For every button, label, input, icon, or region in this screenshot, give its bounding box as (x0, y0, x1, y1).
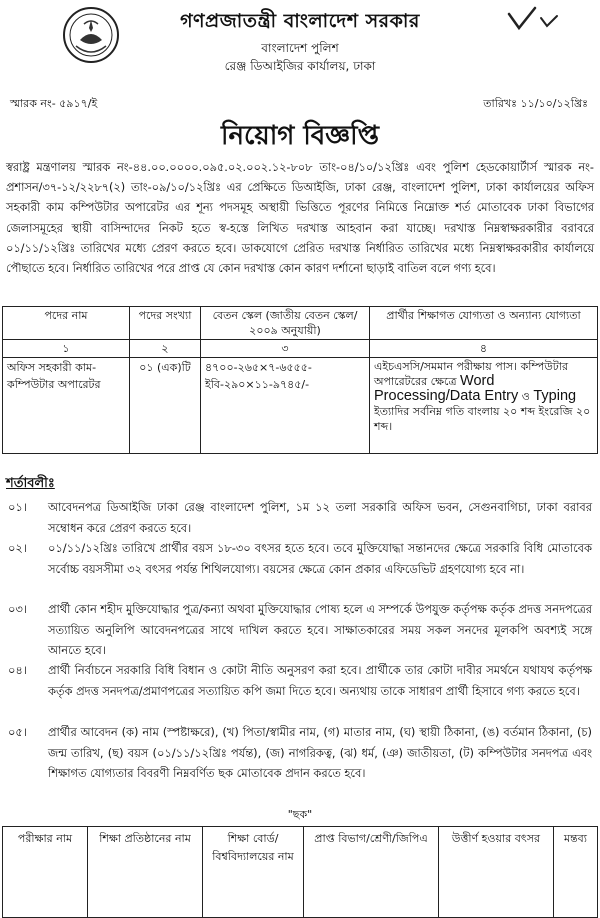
pay-scale-line: ৪৭০০-২৬৫×৭-৬৫৫৫- (205, 361, 312, 374)
format-header-exam-name: পরীক্ষার নাম (3, 827, 88, 918)
application-format-table (2, 826, 598, 918)
col-number: ৩ (201, 340, 370, 358)
condition-number: ০৪। (8, 663, 27, 677)
condition-number: ০৫। (8, 725, 27, 739)
condition-number: ০১। (8, 500, 27, 514)
post-table-row (3, 358, 598, 454)
condition-text: প্রার্থীর আবেদন (ক) নাম (স্পষ্টাক্ষরে), (খ) পিতা/স্বামীর নাম, (গ) মাতার নাম, (ঘ) স্থায়ী ঠিকানা, (ঙ) বর্তমান ঠিকানা, (চ) জন্ম তারিখ, (ছ) বয়স (০১/১১/১২খ্রিঃ পর্যন্ত), (জ) নাগরিকত্ব, (ঝ) ধর্ম, (ঞ) জাতীয়তা, (ট) কম্পিউটার সনদপত্র এবং শিক্ষাগত যোগ্যতার বিবরণী নিম্নবর্ণিত ছক মোতাবেক প্রদান করতে হবে। (48, 725, 592, 780)
header-post-name: পদের নাম (3, 307, 130, 340)
col-number: ২ (130, 340, 201, 358)
format-header-passing-year: উত্তীর্ণ হওয়ার বৎসর (439, 827, 554, 918)
condition-text: প্রার্থী নির্বাচনে সরকারি বিধি বিধান ও কোটা নীতি অনুসরণ করা হবে। প্রার্থীকে তার কোটা দাবীর সমর্থনে যথাযথ কর্তৃপক্ষ কর্তৃক প্রদত্ত সনদপত্র/প্রমাণপত্রের সত্যায়িত কপি জমা দিতে হবে। অন্যথায় তাকে সাধারণ প্রার্থী হিসাবে গণ্য করতে হবে। (48, 663, 592, 698)
format-header-row (3, 827, 598, 918)
format-header-board: শিক্ষা বোর্ড/ বিশ্ববিদ্যালয়ের নাম (203, 827, 304, 918)
qualification-skill: Word Processing/Data Entry (374, 373, 519, 404)
header-pay-scale: বেতন স্কেল (জাতীয় বেতন স্কেল/২০০৯ অনুযায়ী) (201, 307, 370, 340)
format-header-result: প্রাপ্ত বিভাগ/শ্রেণী/জিপিএ (304, 827, 439, 918)
pay-scale-line: ইবি-২৯০×১১-৯৭৪৫/- (205, 378, 310, 391)
department-name: বাংলাদেশ পুলিশ (261, 41, 339, 55)
post-name-cell: অফিস সহকারী কাম-কম্পিউটার অপারেটর (3, 358, 130, 454)
post-table-header-row (3, 307, 598, 340)
condition-number: ০২। (8, 541, 27, 555)
format-title: "ছক" (287, 808, 313, 821)
post-count-cell: ০১ (এক)টি (130, 358, 201, 454)
condition-number: ০৩। (8, 602, 27, 616)
col-number: ৪ (370, 340, 598, 358)
qualification-skill: Typing (533, 388, 577, 404)
qualification-text: এইচএসসি/সমমান পরীক্ষায় পাস। কম্পিউটার অপারেটরের ক্ষেত্রে (374, 360, 569, 388)
memo-number: স্মারক নং- ৫৯১৭/ই (10, 97, 98, 110)
qualification-cell (370, 358, 598, 454)
qualification-text: ইত্যাদির সর্বনিম্ন গতি বাংলায় ২০ শব্দ ইংরেজি ২০ শব্দ। (374, 405, 591, 433)
circular-date: তারিখঃ ১১/১০/১২খ্রিঃ (483, 97, 588, 110)
header-post-count: পদের সংখ্যা (130, 307, 201, 340)
post-table (2, 306, 598, 454)
conditions-heading: শর্তাবলীঃ (6, 476, 55, 491)
page-title: নিয়োগ বিজ্ঞপ্তি (221, 121, 379, 151)
pay-scale-cell (201, 358, 370, 454)
qualification-conjunction: ও (521, 390, 530, 403)
condition-text: আবেদনপত্র ডিআইজি ঢাকা রেঞ্জ বাংলাদেশ পুলিশ, ১ম ১২ তলা সরকারি অফিস ভবন, সেগুনবাগিচা, ঢাকা বরাবর সম্বোধন করে প্রেরণ করতে হবে। (48, 500, 592, 535)
condition-text: প্রার্থী কোন শহীদ মুক্তিযোদ্ধার পুত্র/কন্যা অথবা মুক্তিযোদ্ধার পোষ্য হলে এ সম্পর্কে উপযুক্ত কর্তৃপক্ষ কর্তৃক প্রদত্ত সনদপত্রের সত্যায়িত অনুলিপি আবেদনপত্রের সাথে দাখিল করতে হবে। সাক্ষাতকারের সময় সকল সনদের মূলকপি অবশ্যই সঙ্গে আনতে হবে। (48, 602, 592, 657)
intro-paragraph: স্বরাষ্ট্র মন্ত্রণালয় স্মারক নং-৪৪.০০.০০০০.০৯৫.০২.০০২.১২-৮০৮ তাং-০৪/১০/১২খ্রিঃ এবং পুলিশ হেডকোয়ার্টার্স স্মারক নং-প্রশাসন/৩৭-১২/২২৮৭(২) তাং-০৯/১০/১২খ্রিঃ এর প্রেক্ষিতে ডিআইজি, ঢাকা রেঞ্জ, বাংলাদেশ পুলিশ, ঢাকা কার্যালয়ের অফিস সহকারী কাম কম্পিউটার অপারেটর এর শূন্য পদসমূহ অস্থায়ী ভিত্তিতে পূরণের নিমিত্তে নিম্নোক্ত শর্ত মোতাবেক ঢাকা বিভাগের জেলাসমূহের স্থায়ী বাসিন্দাদের নিকট হতে স্ব-হস্তে লিখিত দরখাস্ত আহবান করা যাচ্ছে। দরখাস্ত নিম্নস্বাক্ষরকারীর বরাবরে ০১/১১/১২খ্রিঃ তারিখের মধ্যে প্রেরণ করতে হবে। ডাকযোগে প্রেরিত দরখাস্ত নির্ধারিত তারিখের মধ্যে নিম্নস্বাক্ষরকারীর কার্যালয়ে পৌছাতে হবে। নির্ধারিত তারিখের পরে প্রাপ্ত যে কোন দরখাস্ত কোন কারণ দর্শানো ছাড়াই বাতিল বলে গণ্য হবে। (6, 161, 594, 276)
condition-text: ০১/১১/১২খ্রিঃ তারিখে প্রার্থীর বয়স ১৮-৩০ বৎসর হতে হবে। তবে মুক্তিযোদ্ধা সন্তানদের ক্ষেত্রে সরকারি বিধি মোতাবেক সর্বোচ্চ বয়সসীমা ৩২ বৎসর পর্যন্ত শিথিলযোগ্য। বয়সের ক্ষেত্রে কোন প্রকার এফিডেভিট গ্রহণযোগ্য হবে না। (48, 541, 592, 576)
office-name: রেঞ্জ ডিআইজির কার্যালয়, ঢাকা (224, 59, 376, 73)
format-header-institution: শিক্ষা প্রতিষ্ঠানের নাম (88, 827, 203, 918)
format-header-remarks: মন্তব্য (554, 827, 598, 918)
col-number: ১ (3, 340, 130, 358)
header-qualification: প্রার্থীর শিক্ষাগত যোগ্যতা ও অন্যান্য যোগ্যতা (370, 307, 598, 340)
government-name: গণপ্রজাতন্ত্রী বাংলাদেশ সরকার (180, 10, 420, 32)
post-table-number-row (3, 340, 598, 358)
